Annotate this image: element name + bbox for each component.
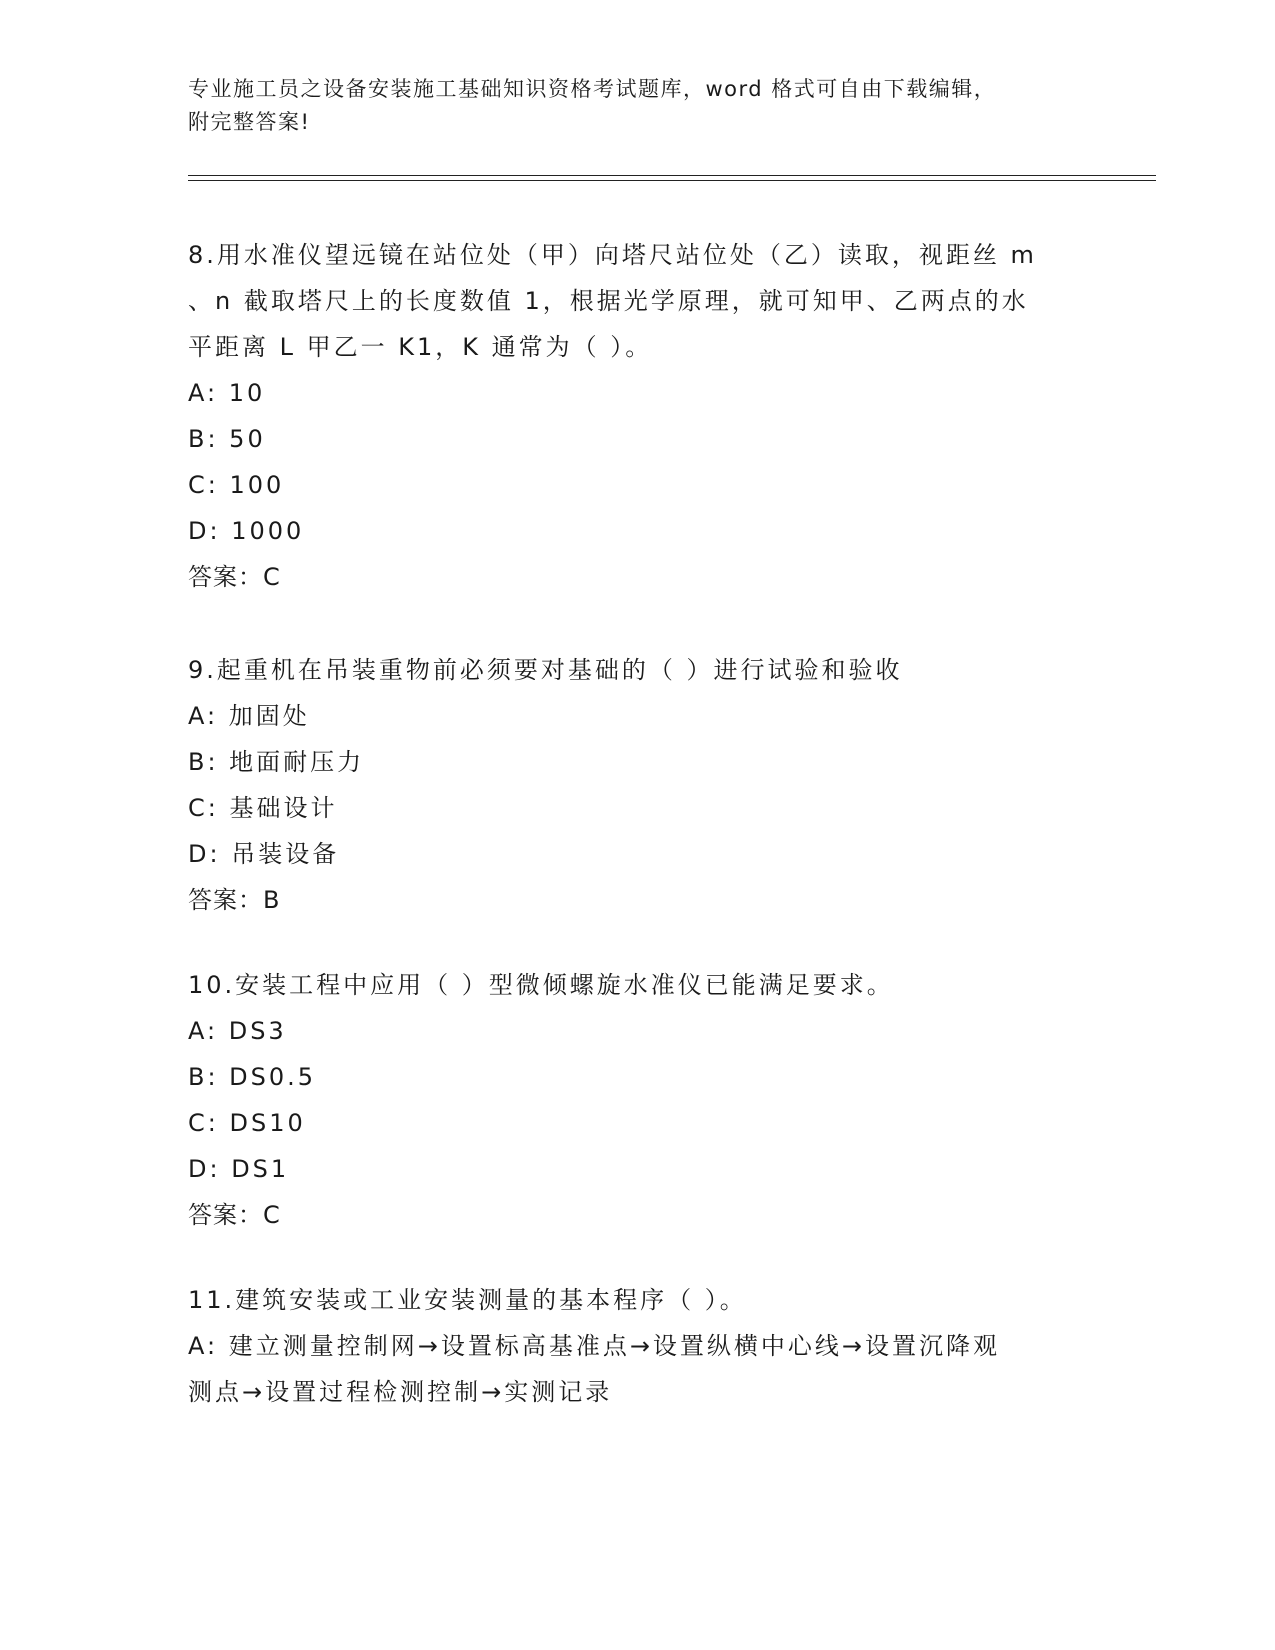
option-c: C: 基础设计 [188,794,338,822]
option-d: D: 1000 [188,517,305,545]
question-stem: 11.建筑安装或工业安装测量的基本程序（ ）。 [188,1286,747,1314]
question-stem: 、n 截取塔尺上的长度数值 1，根据光学原理，就可知甲、乙两点的水 [188,287,1029,315]
question-stem: 9.起重机在吊装重物前必须要对基础的（ ）进行试验和验收 [188,656,903,684]
question-10 [188,962,1088,1238]
option-c: C: DS10 [188,1109,306,1137]
document-header [188,73,1088,139]
answer: 答案：C [188,563,281,591]
question-11 [188,1277,1088,1415]
option-d: D: DS1 [188,1155,290,1183]
option-a: A: 建立测量控制网→设置标高基准点→设置纵横中心线→设置沉降观 [188,1332,1001,1360]
option-a: A: DS3 [188,1017,287,1045]
question-stem: 平距离 L 甲乙一 K1，K 通常为（ ）。 [188,333,653,361]
option-d: D: 吊装设备 [188,840,340,868]
answer: 答案：B [188,886,281,914]
option-c: C: 100 [188,471,285,499]
option-a-continued: 测点→设置过程检测控制→实测记录 [188,1378,613,1406]
header-line-2: 附完整答案! [188,110,311,134]
option-a: A: 加固处 [188,702,310,730]
header-line-1: 专业施工员之设备安装施工基础知识资格考试题库，word 格式可自由下载编辑， [188,77,997,101]
question-8 [188,232,1088,600]
option-a: A: 10 [188,379,266,407]
question-stem: 8.用水准仪望远镜在站位处（甲）向塔尺站位处（乙）读取，视距丝 m [188,241,1037,269]
question-stem: 10.安装工程中应用（ ）型微倾螺旋水准仪已能满足要求。 [188,971,894,999]
option-b: B: 50 [188,425,266,453]
option-b: B: DS0.5 [188,1063,317,1091]
header-divider-bottom [188,180,1156,181]
answer: 答案：C [188,1201,281,1229]
option-b: B: 地面耐压力 [188,748,365,776]
header-divider-top [188,175,1156,176]
question-9 [188,647,1088,923]
